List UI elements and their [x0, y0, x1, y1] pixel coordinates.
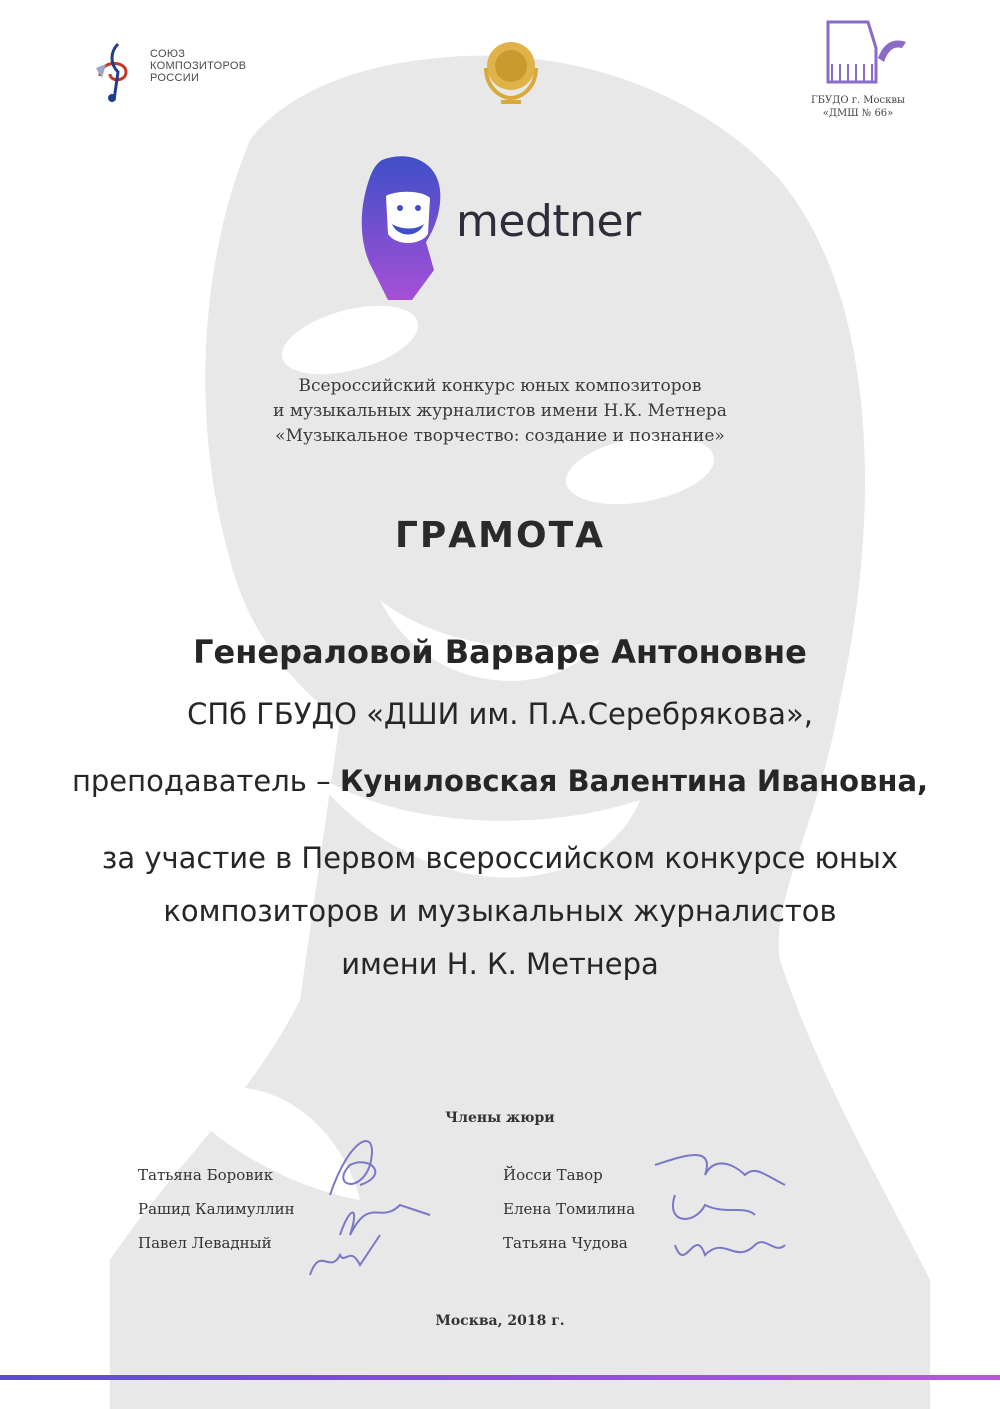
signature-tomilina — [673, 1195, 755, 1219]
reason-line: композиторов и музыкальных журналистов — [163, 894, 837, 928]
contest-line: Всероссийский конкурс юных композиторов — [298, 376, 702, 396]
bottom-accent-bar — [0, 1375, 1000, 1380]
jury-list-left — [138, 1158, 295, 1260]
jury-member: Татьяна Боровик — [138, 1166, 274, 1184]
reason-line: за участие в Первом всероссийском конкурсе юных — [101, 841, 899, 875]
music-school-logo — [798, 18, 918, 128]
laurel-emblem-icon — [476, 28, 546, 108]
teacher-prefix: преподаватель – — [71, 764, 331, 798]
teacher-name: Куниловская Валентина Ивановна, — [339, 764, 929, 798]
jury-member: Елена Томилина — [503, 1200, 636, 1218]
jury-member: Татьяна Чудова — [503, 1234, 628, 1252]
composers-union-name: СОЮЗ КОМПОЗИТОРОВ РОССИИ — [150, 48, 247, 84]
composers-union-logo — [92, 38, 282, 108]
city-year: Москва, 2018 г. — [435, 1313, 565, 1329]
jury-member: Йосси Тавор — [503, 1166, 603, 1184]
reason-line: имени Н. К. Метнера — [341, 947, 659, 981]
contest-description — [0, 374, 1000, 449]
jury-member: Павел Левадный — [138, 1234, 272, 1252]
medtner-portrait-icon — [352, 150, 452, 310]
treble-clef-icon — [92, 38, 148, 104]
signatures-left-group — [290, 1115, 450, 1295]
signature-kalimullin — [340, 1205, 430, 1235]
certificate-title: ГРАМОТА — [394, 515, 606, 556]
teacher-line — [0, 764, 1000, 798]
jury-title: Члены жюри — [445, 1110, 555, 1126]
jury-member: Рашид Калимуллин — [138, 1200, 295, 1218]
signature-chudova — [675, 1242, 785, 1255]
recipient-name: Генераловой Варваре Антоновне — [193, 633, 807, 671]
golden-crest-logo — [476, 28, 546, 108]
school-caption: ГБУДО г. Москвы «ДМШ № 66» — [811, 95, 905, 119]
piano-harp-icon — [798, 18, 918, 90]
medtner-brand-logo — [352, 150, 672, 310]
contest-line: «Музыкальное творчество: создание и познание» — [275, 426, 725, 446]
recipient-school: СПб ГБУДО «ДШИ им. П.А.Серебрякова», — [187, 697, 813, 731]
medtner-wordmark: medtner — [456, 196, 641, 247]
jury-list-right — [503, 1158, 635, 1260]
award-reason — [0, 832, 1000, 991]
contest-line: и музыкальных журналистов имени Н.К. Метнера — [273, 401, 727, 421]
signature-borovik — [330, 1141, 375, 1195]
signatures-right-group — [645, 1135, 805, 1285]
signature-tavor — [655, 1155, 785, 1185]
signature-levadny — [310, 1235, 380, 1275]
